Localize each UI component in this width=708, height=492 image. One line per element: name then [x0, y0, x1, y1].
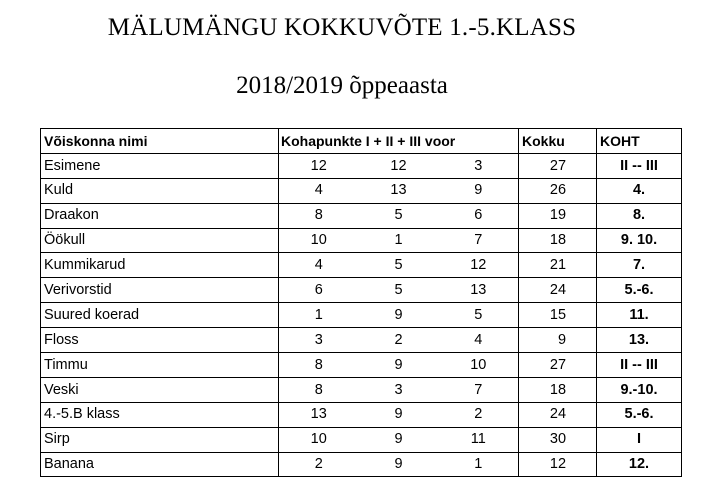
round1-points-cell: 2	[279, 452, 359, 477]
total-points-cell: 24	[519, 402, 597, 427]
round3-points-cell: 6	[439, 203, 519, 228]
place-cell: 7.	[597, 253, 682, 278]
round2-points-cell: 9	[359, 427, 439, 452]
round1-points-cell: 8	[279, 353, 359, 378]
place-cell: 8.	[597, 203, 682, 228]
team-name-cell: Suured koerad	[41, 303, 279, 328]
round3-points-cell: 1	[439, 452, 519, 477]
round3-points-cell: 4	[439, 328, 519, 353]
table-row	[41, 427, 682, 452]
table-row	[41, 278, 682, 303]
round1-points-cell: 13	[279, 402, 359, 427]
header-place: KOHT	[597, 129, 682, 154]
team-name-cell: Floss	[41, 328, 279, 353]
round2-points-cell: 9	[359, 452, 439, 477]
total-points-cell: 21	[519, 253, 597, 278]
table-row	[41, 228, 682, 253]
round2-points-cell: 2	[359, 328, 439, 353]
team-name-cell: Öökull	[41, 228, 279, 253]
team-name-cell: Draakon	[41, 203, 279, 228]
round1-points-cell: 6	[279, 278, 359, 303]
round3-points-cell: 5	[439, 303, 519, 328]
round3-points-cell: 12	[439, 253, 519, 278]
round1-points-cell: 4	[279, 178, 359, 203]
round2-points-cell: 13	[359, 178, 439, 203]
place-cell: 12.	[597, 452, 682, 477]
table-row	[41, 452, 682, 477]
round3-points-cell: 7	[439, 377, 519, 402]
round3-points-cell: 11	[439, 427, 519, 452]
team-name-cell: Banana	[41, 452, 279, 477]
round2-points-cell: 1	[359, 228, 439, 253]
round2-points-cell: 9	[359, 402, 439, 427]
round3-points-cell: 2	[439, 402, 519, 427]
round3-points-cell: 13	[439, 278, 519, 303]
table-row	[41, 303, 682, 328]
place-cell: 13.	[597, 328, 682, 353]
total-points-cell: 19	[519, 203, 597, 228]
round1-points-cell: 3	[279, 328, 359, 353]
round2-points-cell: 9	[359, 353, 439, 378]
place-cell: 11.	[597, 303, 682, 328]
table-row	[41, 178, 682, 203]
table-header-row	[41, 129, 682, 154]
table-row	[41, 253, 682, 278]
table-row	[41, 203, 682, 228]
round2-points-cell: 5	[359, 253, 439, 278]
table-row	[41, 328, 682, 353]
total-points-cell: 18	[519, 377, 597, 402]
place-cell: II -- III	[597, 153, 682, 178]
place-cell: 4.	[597, 178, 682, 203]
page-title: MÄLUMÄNGU KOKKUVÕTE 1.-5.KLASS	[107, 14, 577, 41]
round1-points-cell: 8	[279, 377, 359, 402]
table-row	[41, 377, 682, 402]
round1-points-cell: 12	[279, 153, 359, 178]
table-row	[41, 353, 682, 378]
round1-points-cell: 10	[279, 228, 359, 253]
place-cell: II -- III	[597, 353, 682, 378]
team-name-cell: Timmu	[41, 353, 279, 378]
round2-points-cell: 12	[359, 153, 439, 178]
round2-points-cell: 5	[359, 203, 439, 228]
header-round-points: Kohapunkte I + II + III voor	[279, 129, 519, 154]
team-name-cell: Esimene	[41, 153, 279, 178]
table-row	[41, 153, 682, 178]
round2-points-cell: 5	[359, 278, 439, 303]
round3-points-cell: 9	[439, 178, 519, 203]
total-points-cell: 30	[519, 427, 597, 452]
team-name-cell: 4.-5.B klass	[41, 402, 279, 427]
total-points-cell: 9	[519, 328, 597, 353]
total-points-cell: 15	[519, 303, 597, 328]
round3-points-cell: 7	[439, 228, 519, 253]
total-points-cell: 27	[519, 353, 597, 378]
round3-points-cell: 10	[439, 353, 519, 378]
place-cell: I	[597, 427, 682, 452]
team-name-cell: Verivorstid	[41, 278, 279, 303]
round2-points-cell: 3	[359, 377, 439, 402]
total-points-cell: 24	[519, 278, 597, 303]
place-cell: 5.-6.	[597, 402, 682, 427]
total-points-cell: 18	[519, 228, 597, 253]
team-name-cell: Sirp	[41, 427, 279, 452]
total-points-cell: 27	[519, 153, 597, 178]
round1-points-cell: 1	[279, 303, 359, 328]
team-name-cell: Kuld	[41, 178, 279, 203]
table-row	[41, 402, 682, 427]
results-table	[40, 128, 682, 477]
place-cell: 9. 10.	[597, 228, 682, 253]
team-name-cell: Kummikarud	[41, 253, 279, 278]
round3-points-cell: 3	[439, 153, 519, 178]
round2-points-cell: 9	[359, 303, 439, 328]
total-points-cell: 26	[519, 178, 597, 203]
round1-points-cell: 10	[279, 427, 359, 452]
round1-points-cell: 8	[279, 203, 359, 228]
page-subtitle: 2018/2019 õppeaasta	[236, 72, 448, 99]
team-name-cell: Veski	[41, 377, 279, 402]
place-cell: 5.-6.	[597, 278, 682, 303]
header-team-name: Võiskonna nimi	[41, 129, 279, 154]
round1-points-cell: 4	[279, 253, 359, 278]
total-points-cell: 12	[519, 452, 597, 477]
table-body	[41, 153, 682, 477]
place-cell: 9.-10.	[597, 377, 682, 402]
header-total: Kokku	[519, 129, 597, 154]
